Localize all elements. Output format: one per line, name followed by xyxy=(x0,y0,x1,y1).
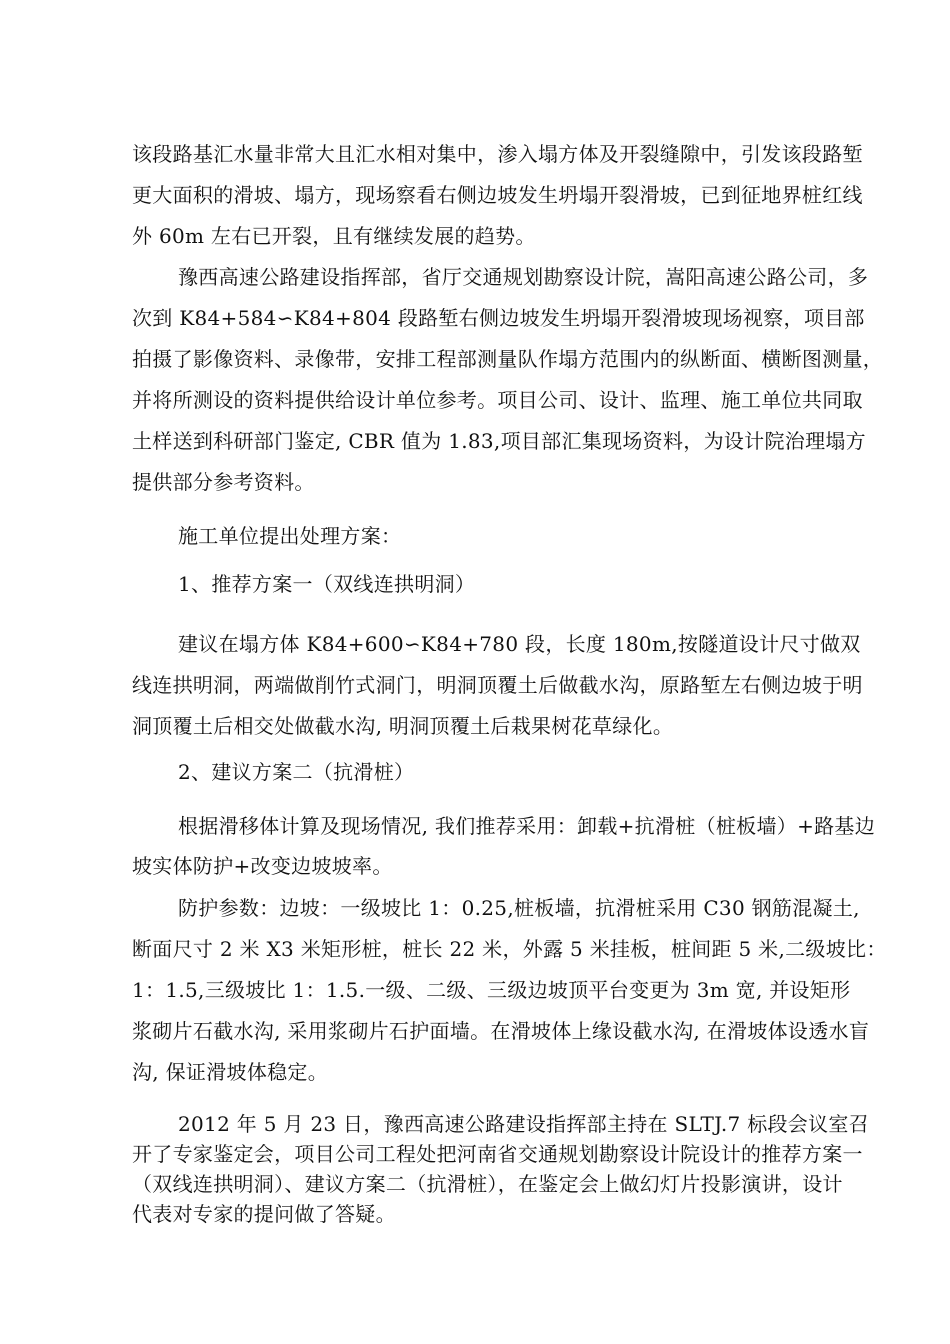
text-line: 开了专家鉴定会，项目公司工程处把河南省交通规划勘察设计院设计的推荐方案一 xyxy=(132,1142,863,1166)
text-line: 断面尺寸 2 米 X3 米矩形桩，桩长 22 米，外露 5 米挂板，桩间距 5 米,二级坡比： xyxy=(132,937,887,961)
text-line: 线连拱明洞，两端做削竹式洞门，明洞顶覆土后做截水沟，原路堑左右侧边坡于明 xyxy=(132,673,863,697)
text-line: 提供部分参考资料。 xyxy=(132,470,315,494)
text-line: 浆砌片石截水沟, 采用浆砌片石护面墙。在滑坡体上缘设截水沟, 在滑坡体设透水盲 xyxy=(132,1019,870,1043)
text-line: 坡实体防护+改变边坡坡率。 xyxy=(132,854,393,878)
text-line: 沟, 保证滑坡体稳定。 xyxy=(132,1060,329,1084)
text-line: 防护参数：边坡：一级坡比 1：0.25,桩板墙，抗滑桩采用 C30 钢筋混凝土, xyxy=(178,896,860,920)
text-line: 2012 年 5 月 23 日，豫西高速公路建设指挥部主持在 SLTJ.7 标段会议室召 xyxy=(178,1112,870,1136)
text-line: 洞顶覆土后相交处做截水沟, 明洞顶覆土后栽果树花草绿化。 xyxy=(132,714,674,738)
text-line: 代表对专家的提问做了答疑。 xyxy=(132,1202,396,1226)
text-line: 拍摄了影像资料、录像带，安排工程部测量队作塌方范围内的纵断面、横断图测量， xyxy=(132,347,884,371)
text-line: 建议在塌方体 K84+600∽K84+780 段，长度 180m,按隧道设计尺寸做双 xyxy=(178,632,861,656)
text-line: 1：1.5,三级坡比 1：1.5.一级、二级、三级边坡顶平台变更为 3m 宽, 并设矩形 xyxy=(132,978,851,1002)
text-line: 土样送到科研部门鉴定, CBR 值为 1.83,项目部汇集现场资料，为设计院治理塌方 xyxy=(132,429,866,453)
text-line: 根据滑移体计算及现场情况, 我们推荐采用：卸载+抗滑桩（桩板墙）+路基边 xyxy=(178,814,876,838)
section-heading: 1、推荐方案一（双线连拱明洞） xyxy=(178,572,476,596)
text-line: 外 60m 左右已开裂，且有继续发展的趋势。 xyxy=(132,224,536,248)
section-heading: 2、建议方案二（抗滑桩） xyxy=(178,760,415,784)
text-line: 次到 K84+584∽K84+804 段路堑右侧边坡发生坍塌开裂滑坡现场视察，项目部 xyxy=(132,306,865,330)
text-line: （双线连拱明洞）、建议方案二（抗滑桩），在鉴定会上做幻灯片投影演讲，设计 xyxy=(132,1172,843,1196)
text-line: 施工单位提出处理方案： xyxy=(178,524,402,548)
text-line: 更大面积的滑坡、塌方，现场察看右侧边坡发生坍塌开裂滑坡，已到征地界桩红线 xyxy=(132,183,863,207)
text-line: 该段路基汇水量非常大且汇水相对集中，渗入塌方体及开裂缝隙中，引发该段路堑 xyxy=(132,142,863,166)
text-line: 豫西高速公路建设指挥部，省厅交通规划勘察设计院，嵩阳高速公路公司，多 xyxy=(178,265,869,289)
text-line: 并将所测设的资料提供给设计单位参考。项目公司、设计、监理、施工单位共同取 xyxy=(132,388,863,412)
